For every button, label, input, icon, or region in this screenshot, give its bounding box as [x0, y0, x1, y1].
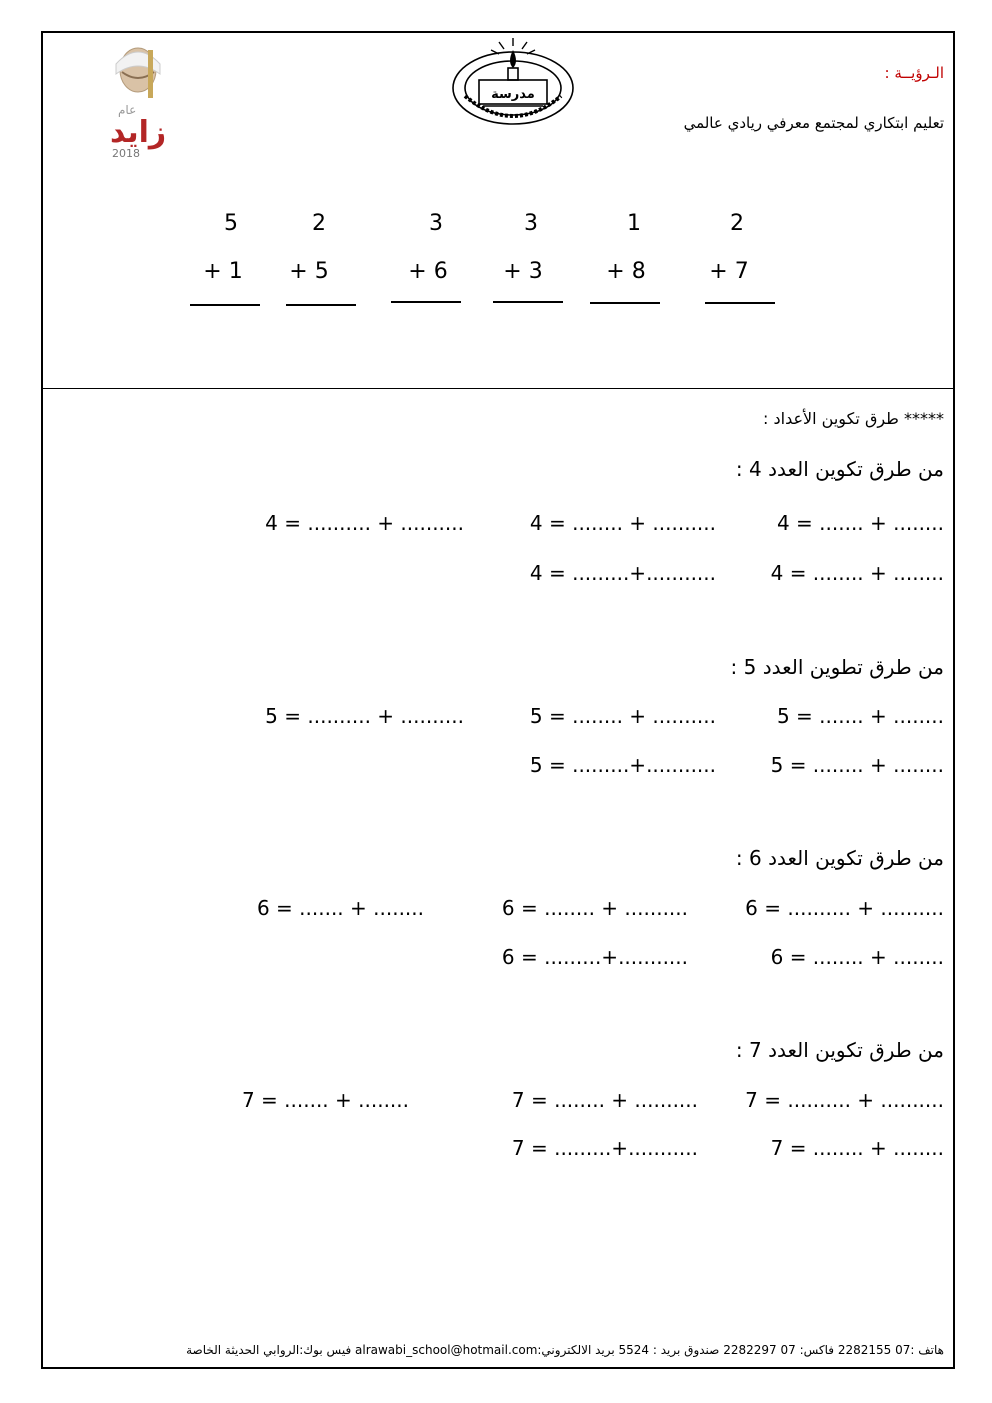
equation: 4 = ........ + ........ — [770, 561, 944, 585]
answer-line — [590, 302, 660, 304]
group-heading-6: من طرق تكوين العدد 6 : — [735, 846, 944, 870]
answer-line — [286, 304, 356, 306]
answer-line — [493, 301, 563, 303]
equation: 6 = .......... + .......... — [745, 896, 944, 920]
vision-label: الـرؤيــة : — [884, 64, 944, 82]
group-heading-4: من طرق تكوين العدد 4 : — [735, 457, 944, 481]
addition-top: 5 — [224, 211, 238, 236]
addition-top: 2 — [312, 211, 326, 236]
candle-flame-icon — [491, 38, 535, 80]
equation: 6 = .........+........... — [501, 945, 688, 969]
equation: 7 = .......... + .......... — [745, 1088, 944, 1112]
vision-text: تعليم ابتكاري لمجتمع معرفي ريادي عالمي — [683, 114, 944, 132]
equation: 4 = .........+........... — [529, 561, 716, 585]
equation: 5 = ....... + ........ — [776, 704, 944, 728]
zayed-title: زايد — [110, 115, 167, 150]
equation: 6 = ........ + ........ — [770, 945, 944, 969]
zayed-year-logo — [100, 44, 190, 164]
answer-line — [190, 304, 260, 306]
addition-bottom: + 5 — [289, 259, 329, 284]
addition-top: 2 — [730, 211, 744, 236]
equation: 5 = .......... + .......... — [265, 704, 464, 728]
addition-top: 3 — [429, 211, 443, 236]
section-title: ***** طرق تكوين الأعداد : — [763, 409, 944, 428]
addition-bottom: + 6 — [408, 259, 448, 284]
addition-bottom: + 8 — [606, 259, 646, 284]
logo-text: مدرسة — [491, 87, 535, 102]
addition-bottom: + 1 — [203, 259, 243, 284]
equation: 7 = ....... + ........ — [241, 1088, 409, 1112]
answer-line — [705, 302, 775, 304]
equation: 7 = .........+........... — [511, 1136, 698, 1160]
footer-contact: هاتف :07 2282155 فاكس: 07 2282297 صندوق بريد : 5524 بريد الالكتروني:alrawabi_school@hotmail.com فيس بوك:الروابي الحديثة الخاصة — [186, 1343, 944, 1357]
addition-top: 1 — [627, 211, 641, 236]
group-heading-5: من طرق تطوين العدد 5 : — [730, 655, 944, 679]
zayed-year: 2018 — [112, 147, 140, 160]
equation: 5 = ........ + ........ — [770, 753, 944, 777]
section-divider — [43, 388, 953, 389]
madrasa-logo — [443, 36, 583, 128]
equation: 7 = ........ + ........ — [770, 1136, 944, 1160]
addition-top: 3 — [524, 211, 538, 236]
equation: 5 = .........+........... — [529, 753, 716, 777]
addition-bottom: + 3 — [503, 259, 543, 284]
equation: 4 = .......... + .......... — [265, 511, 464, 535]
equation: 4 = ....... + ........ — [776, 511, 944, 535]
equation: 6 = ........ + .......... — [501, 896, 688, 920]
equation: 4 = ........ + .......... — [529, 511, 716, 535]
equation: 7 = ........ + .......... — [511, 1088, 698, 1112]
group-heading-7: من طرق تكوين العدد 7 : — [735, 1038, 944, 1062]
equation: 6 = ....... + ........ — [256, 896, 424, 920]
equation: 5 = ........ + .......... — [529, 704, 716, 728]
zayed-year-label: عام — [118, 103, 137, 117]
addition-bottom: + 7 — [709, 259, 749, 284]
answer-line — [391, 301, 461, 303]
